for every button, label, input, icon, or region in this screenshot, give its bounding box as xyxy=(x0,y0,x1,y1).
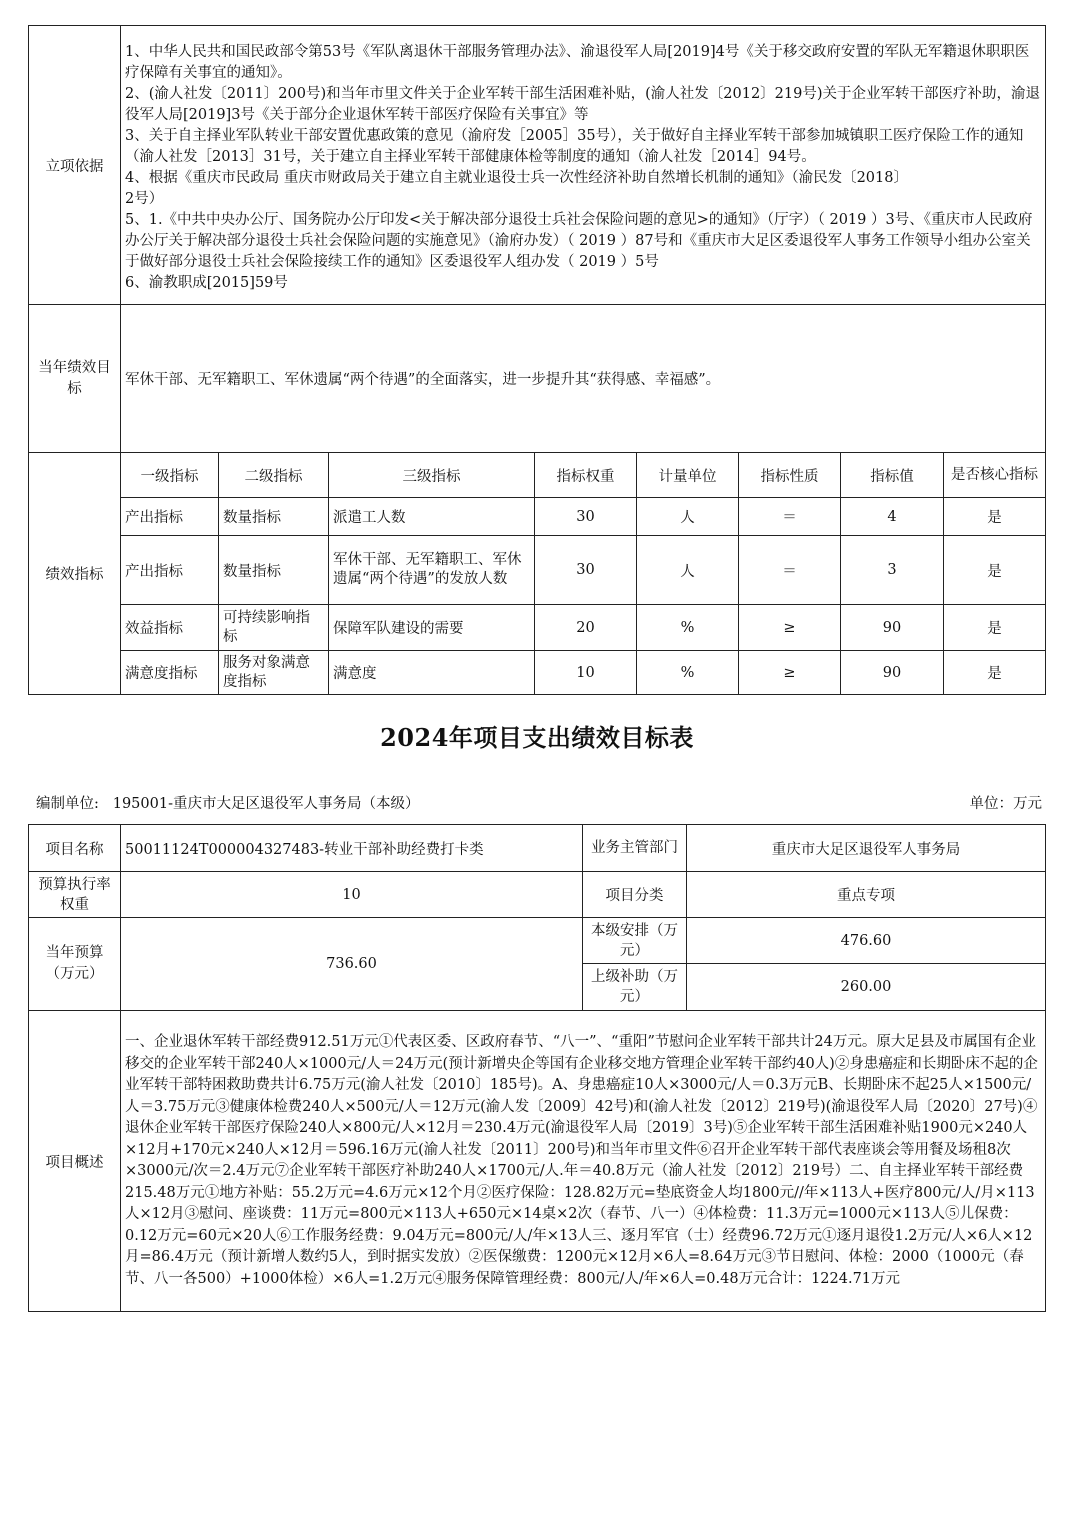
cell-core: 是 xyxy=(944,536,1046,605)
cell-level2: 数量指标 xyxy=(219,498,329,536)
header-nature: 指标性质 xyxy=(739,453,841,498)
cell-weight: 20 xyxy=(535,605,637,651)
cell-unit: 人 xyxy=(637,498,739,536)
perf-label: 绩效指标 xyxy=(29,453,121,695)
header-weight: 指标权重 xyxy=(535,453,637,498)
cell-core: 是 xyxy=(944,498,1046,536)
table-row xyxy=(29,605,1046,651)
cell-unit: % xyxy=(637,605,739,651)
project-table xyxy=(28,824,1046,1312)
cell-nature: ＝ xyxy=(739,498,841,536)
cell-weight: 30 xyxy=(535,536,637,605)
cell-level1: 效益指标 xyxy=(121,605,219,651)
cell-value: 4 xyxy=(841,498,944,536)
goal-text: 军休干部、无军籍职工、军休遗属“两个待遇”的全面落实，进一步提升其“获得感、幸福感”。 xyxy=(121,305,1046,453)
basis-text: 1、中华人民共和国民政部令第53号《军队离退休干部服务管理办法》、渝退役军人局[2019]4号《关于移交政府安置的军队无军籍退休职职医疗保障有关事宜的通知》。 2、(渝人社发〔2011〕200号)和当年市里文件关于企业军转干部生活困难补贴，(渝人社发〔2012〕219号)关于企业军转干部医疗补助，渝退役军人局[2019]3号《关于部分企业退休军转干部医疗保险有关事宜》等 3、关于自主择业军队转业干部安置优惠政策的意见（渝府发［2005］35号），关于做好自主择业军转干部参加城镇职工医疗保险工作的通知（渝人社发［2013］31号，关于建立自主择业军转干部健康体检等制度的通知（渝人社发［2014］94号。 4、根据《重庆市民政局 重庆市财政局关于建立自主就业退役士兵一次性经济补助自然增长机制的通知》（渝民发〔2018〕 2号） 5、1.《中共中央办公厅、国务院办公厅印发<关于解决部分退役士兵社会保险问题的意见>的通知》（厅字）（ 2019 ）3号、《重庆市人民政府办公厅关于解决部分退役士兵社会保险问题的实施意见》（渝府办发）（ 2019 ）87号和《重庆市大足区委退役军人事务工作领导小组办公室关于做好部分退役士兵社会保险接续工作的通知》区委退役军人组办发（ 2019 ）5号 6、渝教职成[2015]59号 xyxy=(121,26,1046,305)
upper-value: 260.00 xyxy=(687,964,1046,1011)
table-row xyxy=(29,651,1046,695)
rate-value: 10 xyxy=(121,872,583,918)
cell-level1: 满意度指标 xyxy=(121,651,219,695)
cell-core: 是 xyxy=(944,651,1046,695)
cell-value: 90 xyxy=(841,651,944,695)
page-title: 2024年项目支出绩效目标表 xyxy=(380,723,694,752)
header-core: 是否核心指标 xyxy=(944,453,1046,498)
table-row xyxy=(29,536,1046,605)
cell-weight: 10 xyxy=(535,651,637,695)
header-value: 指标值 xyxy=(841,453,944,498)
cell-core: 是 xyxy=(944,605,1046,651)
dept-value: 重庆市大足区退役军人事务局 xyxy=(687,825,1046,872)
dept-label: 业务主管部门 xyxy=(583,825,687,872)
project-name-label: 项目名称 xyxy=(29,825,121,872)
cell-level3: 保障军队建设的需要 xyxy=(329,605,535,651)
project-name: 50011124T000004327483-转业干部补助经费打卡类 xyxy=(121,825,583,872)
header-level3: 三级指标 xyxy=(329,453,535,498)
cell-level3: 军休干部、无军籍职工、军休遗属“两个待遇”的发放人数 xyxy=(329,536,535,605)
cell-level2: 服务对象满意度指标 xyxy=(219,651,329,695)
header-level2: 二级指标 xyxy=(219,453,329,498)
header-unit: 计量单位 xyxy=(637,453,739,498)
cell-nature: ≥ xyxy=(739,605,841,651)
rate-label: 预算执行率权重 xyxy=(29,872,121,918)
cell-level3: 派遣工人数 xyxy=(329,498,535,536)
cell-nature: ＝ xyxy=(739,536,841,605)
category-label: 项目分类 xyxy=(583,872,687,918)
upper-label: 上级补助（万元） xyxy=(583,964,687,1011)
cell-nature: ≥ xyxy=(739,651,841,695)
local-label: 本级安排（万元） xyxy=(583,918,687,964)
cell-level1: 产出指标 xyxy=(121,536,219,605)
cell-weight: 30 xyxy=(535,498,637,536)
local-value: 476.60 xyxy=(687,918,1046,964)
basis-label: 立项依据 xyxy=(29,26,121,305)
category-value: 重点专项 xyxy=(687,872,1046,918)
money-unit: 单位：万元 xyxy=(969,796,1042,812)
cell-value: 3 xyxy=(841,536,944,605)
cell-level2: 可持续影响指标 xyxy=(219,605,329,651)
budget-label: 当年预算（万元） xyxy=(29,918,121,1011)
cell-level2: 数量指标 xyxy=(219,536,329,605)
cell-value: 90 xyxy=(841,605,944,651)
prep-unit: 编制单位: 195001-重庆市大足区退役军人事务局（本级） xyxy=(36,796,420,812)
performance-top-table xyxy=(28,25,1046,695)
header-level1: 一级指标 xyxy=(121,453,219,498)
cell-unit: % xyxy=(637,651,739,695)
cell-level1: 产出指标 xyxy=(121,498,219,536)
cell-level3: 满意度 xyxy=(329,651,535,695)
table-row xyxy=(29,498,1046,536)
goal-label: 当年绩效目标 xyxy=(29,305,121,453)
unit-line xyxy=(36,792,1042,813)
overview-text: 一、企业退休军转干部经费912.51万元①代表区委、区政府春节、“八一”、“重阳”节慰问企业军转干部共计24万元。原大足县及市属国有企业移交的企业军转干部240人×1000元/人＝24万元(预计新增央企等国有企业移交地方管理企业军转干部约40人)②身患癌症和长期卧床不起的企业军转干部特困救助费共计6.75万元(渝人社发〔2010〕185号)。A、身患癌症10人×3000元/人＝0.3万元B、长期卧床不起25人×1500元/人＝3.75万元③健康体检费240人×500元/人＝12万元(渝人发〔2009〕42号)和(渝人社发〔2012〕219号)(渝退役军人局〔2020〕27号)④退休企业军转干部医疗保险240人×800元/人×12月＝230.4万元(渝退役军人局〔2019〕3号)⑤企业军转干部生活困难补贴1900元×240人×12月+170元×240人×12月＝596.16万元(渝人社发〔2011〕200号)和当年市里文件⑥召开企业军转干部代表座谈会等用餐及场租8次×3000元/次＝2.4万元⑦企业军转干部医疗补助240人×1700元/人.年＝40.8万元（渝人社发〔2012〕219号）二、自主择业军转干部经费215.48万元①地方补贴：55.2万元=4.6万元×12个月②医疗保险：128.82万元=垫底资金人均1800元//年×113人+医疗800元/人/月×113人×12月③慰问、座谈费：11万元=800元×113人+650元×14桌×2次（春节、八一）④体检费：11.3万元=1000元×113人⑤儿保费：0.12万元=60元×20人⑥工作服务经费：9.04万元=800元/人/年×13人三、逐月军官（士）经费96.72万元①逐月退役1.2万元/人×6人×12月=86.4万元（预计新增人数约5人，到时据实发放）②医保缴费：1200元×12月×6人=8.64万元③节日慰问、体检：2000（1000元（春节、八一各500）+1000体检）×6人=1.2万元④服务保障管理经费：800元/人/年×6人=0.48万元合计：1224.71万元 xyxy=(121,1011,1046,1312)
overview-label: 项目概述 xyxy=(29,1011,121,1312)
budget-value: 736.60 xyxy=(121,918,583,1011)
cell-unit: 人 xyxy=(637,536,739,605)
